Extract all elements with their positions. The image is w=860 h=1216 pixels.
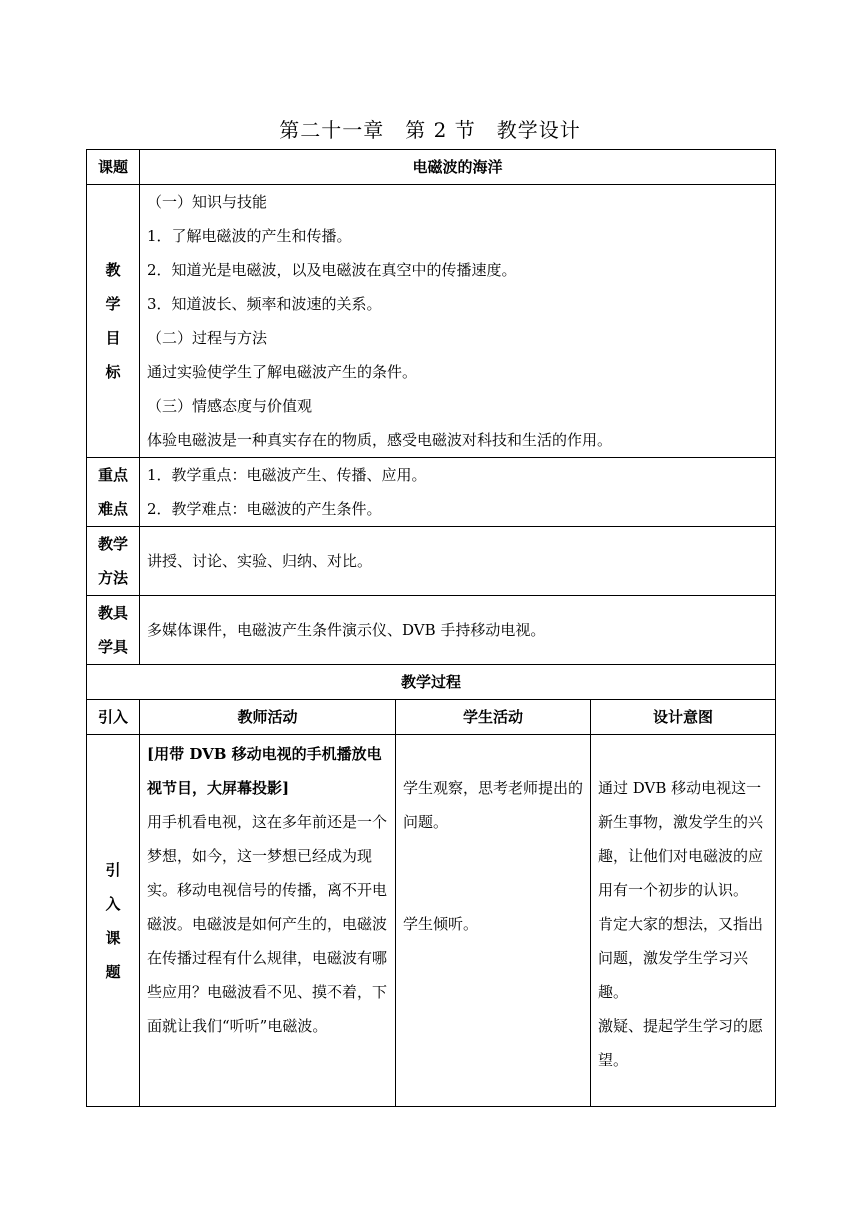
design-intent	[591, 735, 776, 1107]
objectives-line: （二）过程与方法	[147, 329, 268, 347]
column-header-intent: 设计意图	[591, 700, 776, 735]
key-points-label: 重点 难点	[87, 458, 140, 527]
topic-label: 课题	[87, 150, 140, 185]
tools-label: 教具 学具	[87, 596, 140, 665]
page-title: 第二十一章 第 2 节 教学设计	[279, 118, 581, 142]
column-header-student: 学生活动	[396, 700, 591, 735]
teacher-activity-text: 用手机看电视，这在多年前还是一个梦想，如今，这一梦想已经成为现实。移动电视信号的传播，离不开电磁波。电磁波是如何产生的，电磁波在传播过程有什么规律，电磁波有哪些应用？电磁波看不见、摸不着，下面就让我们“听听”电磁波。	[147, 813, 388, 1035]
objectives-row	[87, 185, 776, 458]
topic-value: 电磁波的海洋	[140, 150, 776, 185]
process-header-row	[87, 665, 776, 700]
objectives-content	[140, 185, 776, 458]
objectives-line: （三）情感态度与价值观	[147, 397, 313, 415]
tools-content: 多媒体课件，电磁波产生条件演示仪、DVB 手持移动电视。	[140, 596, 776, 665]
design-intent-1: 通过 DVB 移动电视这一新生事物，激发学生的兴趣，让他们对电磁波的应用有一个初步的认识。	[598, 779, 764, 899]
column-header-teacher: 教师活动	[140, 700, 396, 735]
objectives-label: 教 学 目 标	[87, 185, 140, 458]
objectives-line: 2．知道光是电磁波，以及电磁波在真空中的传播速度。	[147, 261, 517, 279]
tools-row	[87, 596, 776, 665]
stage-label: 引 入 课 题	[87, 735, 140, 1107]
process-header: 教学过程	[87, 665, 776, 700]
methods-row	[87, 527, 776, 596]
methods-label: 教学 方法	[87, 527, 140, 596]
objectives-line: 3．知道波长、频率和波速的关系。	[147, 295, 382, 313]
key-points-content: 1．教学重点：电磁波产生、传播、应用。 2．教学难点：电磁波的产生条件。	[140, 458, 776, 527]
design-intent-3: 激疑、提起学生学习的愿望。	[598, 1017, 764, 1069]
objectives-line: 体验电磁波是一种真实存在的物质，感受电磁波对科技和生活的作用。	[147, 431, 613, 449]
teacher-activity-heading: [用带 DVB 移动电视的手机播放电视节目，大屏幕投影]	[147, 745, 382, 797]
student-activity-2: 学生倾听。	[403, 915, 479, 933]
teacher-activity	[140, 735, 396, 1107]
topic-row	[87, 150, 776, 185]
lesson-plan-table	[86, 149, 776, 1107]
objectives-line: （一）知识与技能	[147, 193, 268, 211]
methods-content: 讲授、讨论、实验、归纳、对比。	[140, 527, 776, 596]
process-row-intro	[87, 735, 776, 1107]
process-columns-row	[87, 700, 776, 735]
objectives-line: 通过实验使学生了解电磁波产生的条件。	[147, 363, 418, 381]
column-header-stage: 引入	[87, 700, 140, 735]
student-activity-1: 学生观察，思考老师提出的问题。	[403, 779, 584, 831]
student-activity	[396, 735, 591, 1107]
design-intent-2: 肯定大家的想法，又指出问题，激发学生学习兴趣。	[598, 915, 764, 1001]
key-points-row	[87, 458, 776, 527]
objectives-line: 1．了解电磁波的产生和传播。	[147, 227, 352, 245]
